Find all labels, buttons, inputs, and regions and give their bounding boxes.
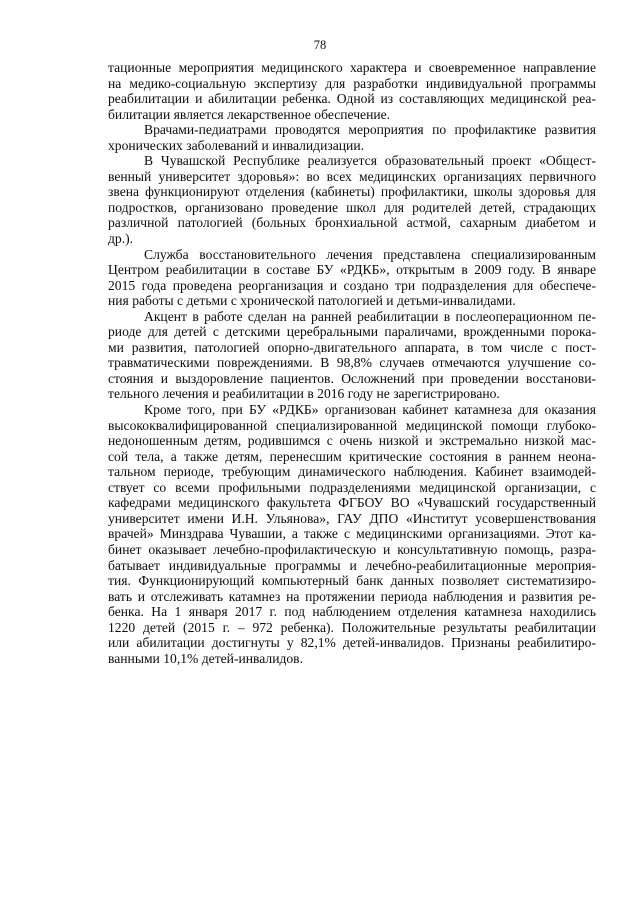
text-line: 2015 года проведена реорганизация и создано три подразделения для обеспече-: [108, 277, 596, 293]
text-line: бенка. На 1 января 2017 г. под наблюдением отделения катамнеза находились: [108, 604, 596, 620]
page-number: 78: [313, 38, 327, 52]
text-line: звена функционируют отделения (кабинеты) профилактики, школы здоровья для: [108, 184, 596, 200]
paragraph-rehab-service: [108, 247, 596, 309]
text-line: тационные мероприятия медицинского характера и своевременное направление: [108, 60, 596, 75]
text-line: на медико-социальную экспертизу для разработки индивидуальной программы: [108, 75, 596, 91]
text-line: венный университет здоровья»: во всех медицинских организациях первичного: [108, 168, 596, 184]
text-line: тельного лечения и реабилитации в 2016 году не зарегистрировано.: [108, 386, 500, 402]
text-line: Врачами-педиатрами проводятся мероприятия по профилактике развития: [144, 122, 596, 138]
text-line: ми развития, патологией опорно-двигательного аппарата, в том числе с пост-: [108, 339, 596, 355]
text-line: подростков, организовано проведение школ для родителей детей, страдающих: [108, 199, 596, 215]
text-line: ванными 10,1% детей-инвалидов.: [108, 650, 303, 666]
text-line: ствует со всеми профильными подразделениями медицинской организации, с: [108, 479, 596, 495]
text-line: Центром реабилитации в составе БУ «РДКБ», открытым в 2009 году. В январе: [108, 262, 596, 278]
paragraph-early-rehab: [108, 309, 596, 402]
text-line: тия. Функционирующий компьютерный банк данных позволяет систематизиро-: [108, 573, 596, 589]
text-line: врачей» Минздрава Чувашии, а также с медицинскими организациями. Этот ка-: [108, 526, 596, 542]
text-line: хронических заболеваний и инвалидизации.: [108, 137, 364, 153]
text-line: вать и отслеживать катамнез на протяжении периода наблюдения и развития ре-: [108, 588, 596, 604]
text-line: бинет оказывает лечебно-профилактическую и консультативную помощь, разра-: [108, 541, 596, 557]
text-line: билитации является лекарственное обеспечение.: [108, 106, 391, 122]
text-line: Служба восстановительного лечения представлена специализированным: [144, 246, 596, 262]
text-line: или абилитации достигнуты у 82,1% детей-инвалидов. Признаны реабилитиро-: [108, 635, 596, 651]
text-line: кафедрами медицинского факультета ФГБОУ ВО «Чувашский государственный: [108, 495, 596, 511]
text-line: В Чувашской Республике реализуется образовательный проект «Общест-: [144, 153, 596, 169]
paragraph-continuation: [108, 60, 596, 122]
text-line: ния работы с детьми с хронической патологией и детьми-инвалидами.: [108, 293, 516, 309]
text-line: 1220 детей (2015 г. – 972 ребенка). Положительные результаты реабилитации: [108, 619, 596, 635]
body-text: [108, 60, 596, 666]
text-line: сой тела, а также детям, перенесшим критические состояния в раннем неона-: [108, 448, 596, 464]
text-line: др.).: [108, 231, 134, 247]
paragraph-catamnesis-cabinet: [108, 402, 596, 666]
text-line: батывает индивидуальные программы и лечебно-реабилитационные мероприя-: [108, 557, 596, 573]
text-line: Акцент в работе сделан на ранней реабилитации в послеоперационном пе-: [144, 308, 596, 324]
text-line: высококвалифицированной специализированной медицинской помощи глубоко-: [108, 417, 596, 433]
paragraph-prevention: [108, 122, 596, 153]
text-line: тальном периоде, требующим динамического наблюдения. Кабинет взаимодей-: [108, 464, 596, 480]
text-line: недоношенным детям, родившимся с очень низкой и экстремально низкой мас-: [108, 433, 596, 449]
paragraph-health-university: [108, 153, 596, 246]
text-line: травматическими повреждениями. В 98,8% случаев отмечаются улучшение со-: [108, 355, 596, 371]
text-line: реабилитации и абилитации ребенка. Одной из составляющих медицинской реа-: [108, 91, 596, 107]
text-line: стояния и выздоровление пациентов. Осложнений при проведении восстанови-: [108, 370, 596, 386]
text-line: риоде для детей с детскими церебральными параличами, врожденными порока-: [108, 324, 596, 340]
text-line: различной патологией (больных бронхиальной астмой, сахарным диабетом и: [108, 215, 596, 231]
text-line: университет имени И.Н. Ульянова», ГАУ ДПО «Институт усовершенствования: [108, 510, 596, 526]
text-line: Кроме того, при БУ «РДКБ» организован кабинет катамнеза для оказания: [144, 402, 596, 418]
